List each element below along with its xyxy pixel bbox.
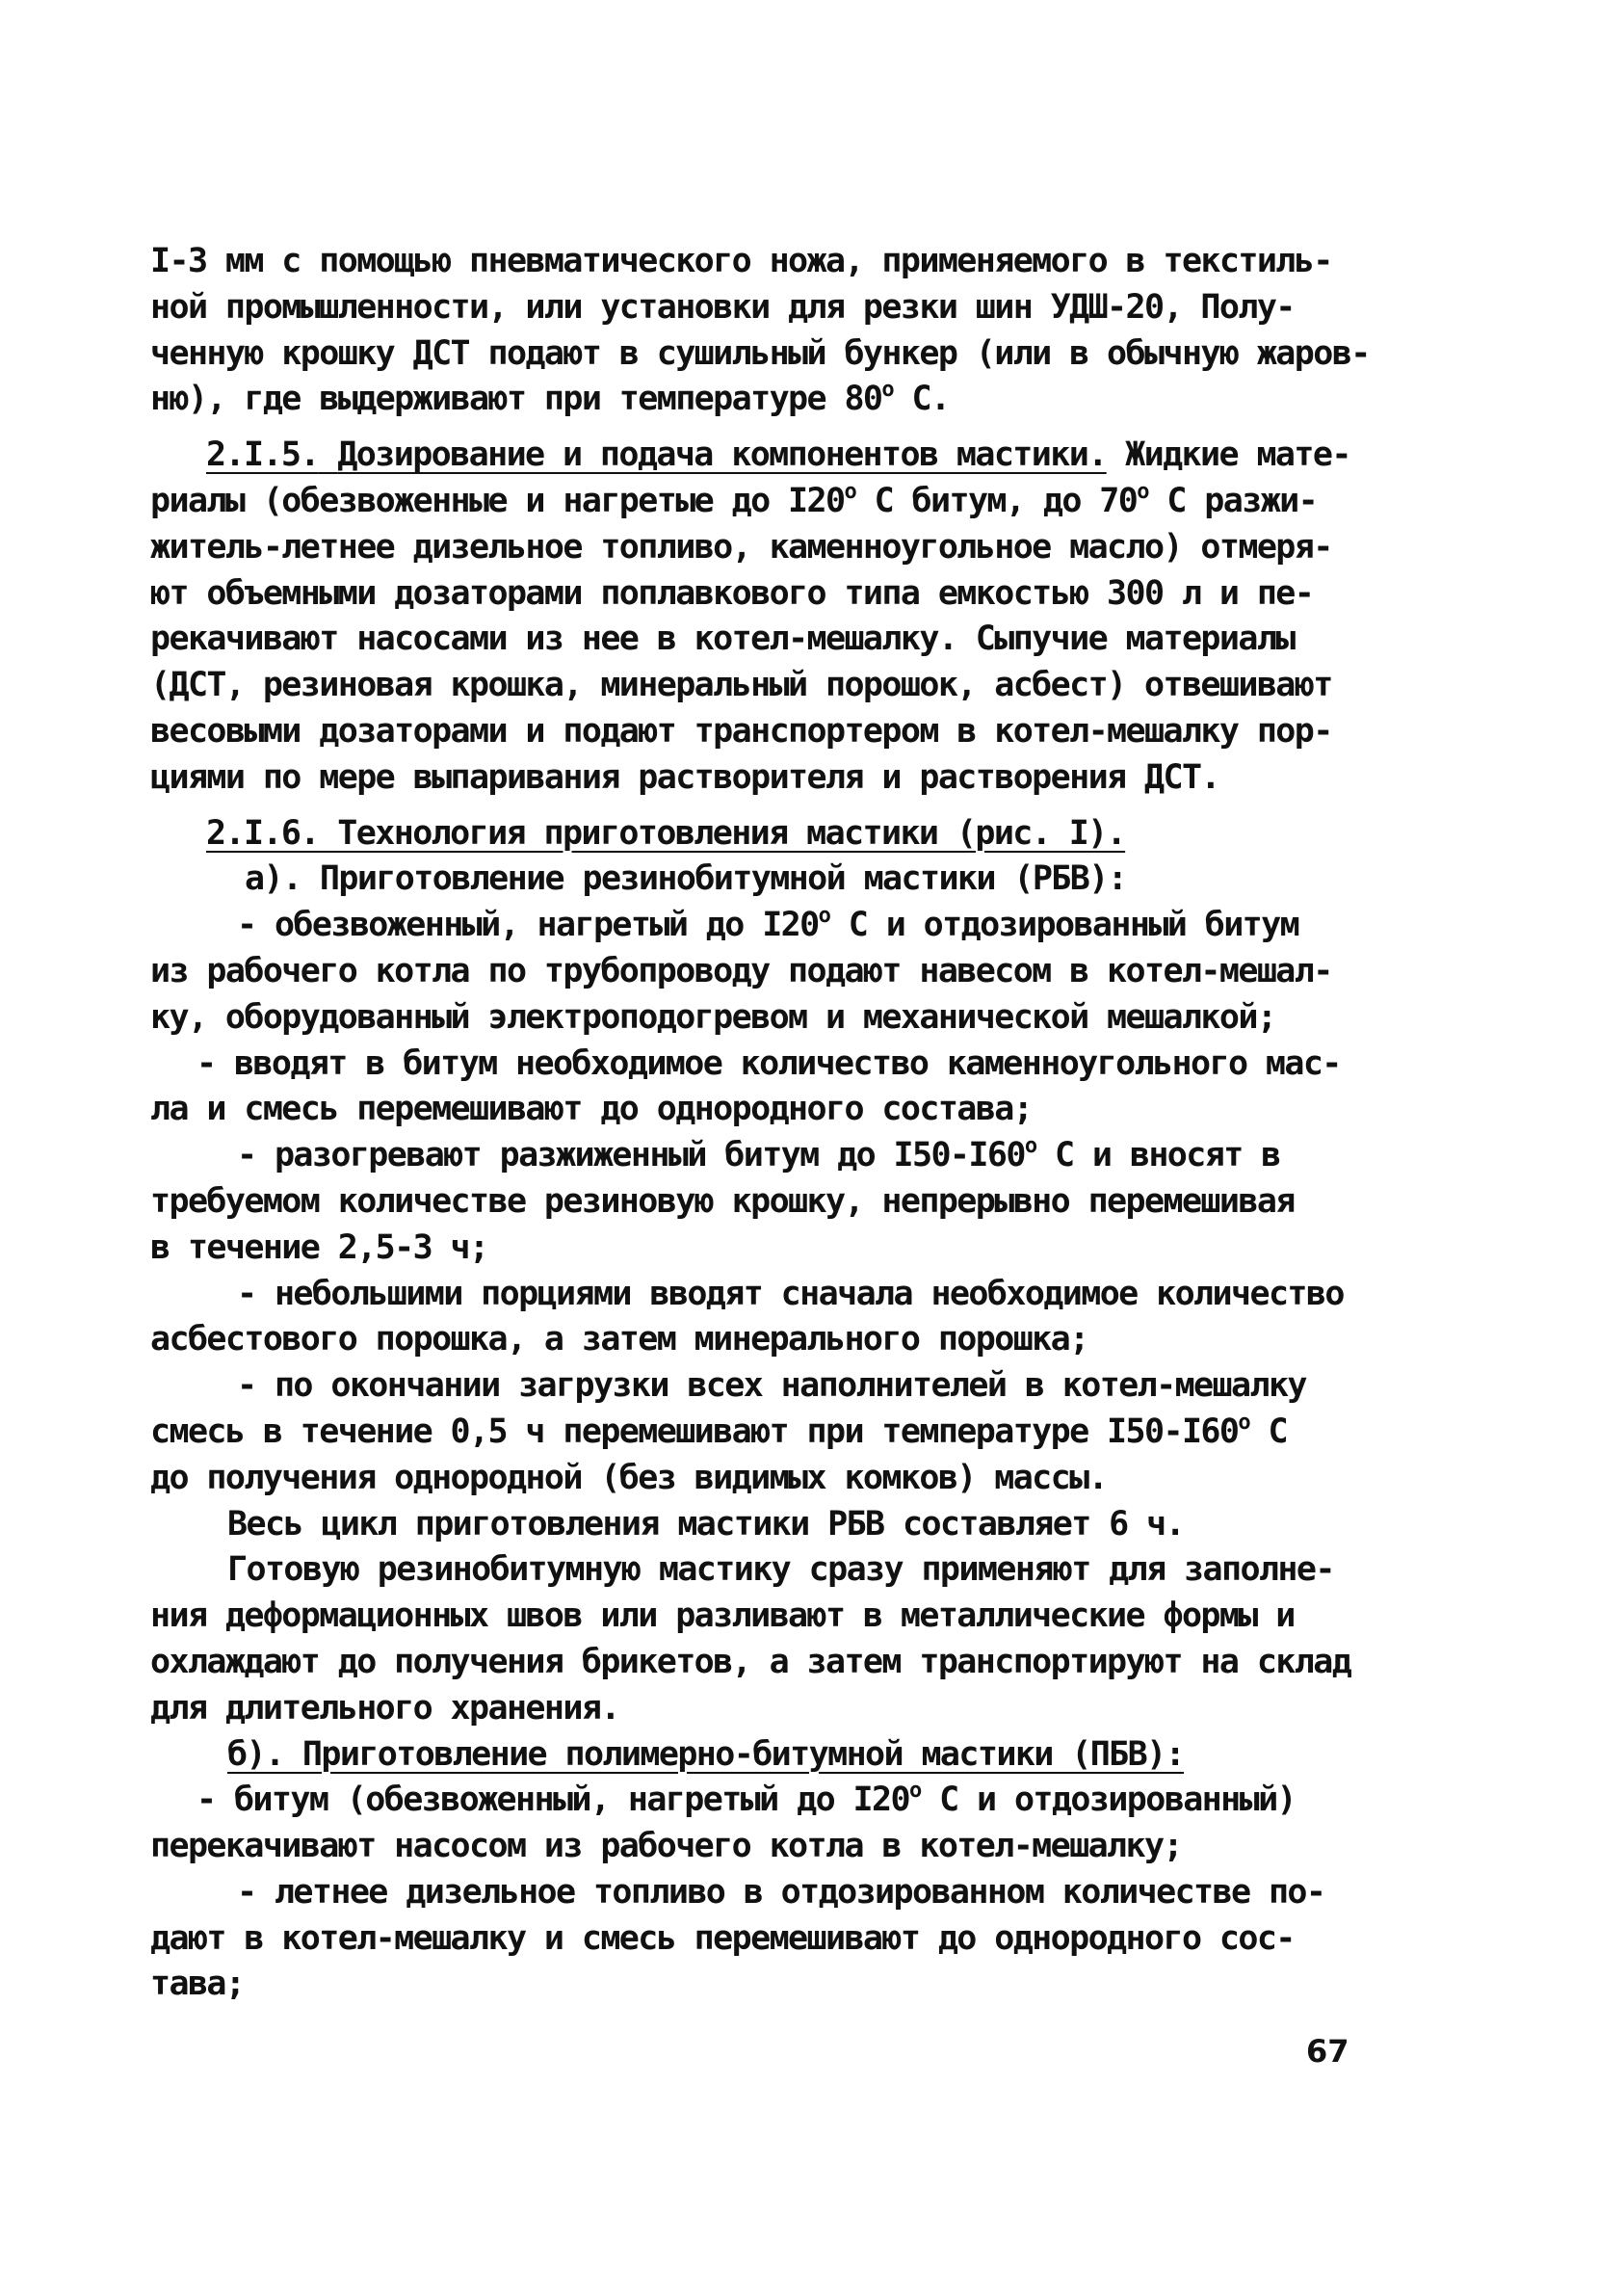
text-line: I-3 мм с помощью пневматического ножа, применяемого в текстиль- [150, 242, 1332, 280]
degree-mark: o [1024, 1134, 1036, 1159]
text-fragment: риалы (обезвоженные и нагретые до I20 [150, 481, 845, 520]
list-item: - вводят в битум необходимое количество каменноугольного мас- [196, 1043, 1341, 1083]
heading-number: 2.I.5. [206, 435, 319, 475]
text-fragment: С. [893, 380, 950, 419]
text-line: требуемом количестве резиновую крошку, непрерывно перемешивая [150, 1181, 1295, 1221]
degree-mark: o [908, 1779, 921, 1804]
text-line: дают в котел-мешалку и смесь перемешивают до однородного сос- [150, 1918, 1295, 1958]
text-line: Весь цикл приготовления мастики РБВ составляет 6 ч. [227, 1504, 1185, 1543]
text-fragment: С и вносят в [1035, 1136, 1280, 1175]
text-fragment: - обезвоженный, нагретый до I20 [237, 906, 819, 945]
text-line [150, 479, 1375, 525]
section-heading-2-1-6 [150, 811, 1375, 857]
list-item: - небольшими порциями вводят сначала необходимое количество [237, 1274, 1344, 1313]
text-line: весовыми дозаторами и подают транспортером в котел-мешалку пор- [150, 711, 1332, 751]
text-line: тава; [150, 1965, 245, 2004]
text-line: охлаждают до получения брикетов, а затем транспортируют на склад [150, 1642, 1351, 1681]
text-line [150, 377, 1375, 423]
degree-mark: o [1238, 1410, 1250, 1435]
text-line: в течение 2,5-3 ч; [150, 1227, 488, 1267]
page-number: 67 [1306, 2033, 1349, 2070]
text-line: циями по мере выпаривания растворителя и растворения ДСТ. [150, 757, 1219, 797]
list-item: - летнее дизельное топливо в отдозированном количестве по- [237, 1872, 1325, 1912]
text-line: ку, оборудованный электроподогревом и механической мешалкой; [150, 997, 1276, 1037]
text-fragment: - разогревают разжиженный битум до I50-I60 [237, 1136, 1025, 1175]
text-line: Готовую резинобитумную мастику сразу применяют для заполне- [227, 1550, 1334, 1590]
text-line: для длительного хранения. [150, 1688, 619, 1728]
text-fragment: - битум (обезвоженный, нагретый до I20 [196, 1781, 909, 1820]
list-item [150, 1778, 1375, 1824]
text-fragment: С и отдозированный) [920, 1781, 1297, 1820]
text-line: до получения однородной (без видимых комков) массы. [150, 1458, 1108, 1497]
heading-underlined: б). Приготовление полимерно-битумной мастики (ПБВ): [227, 1734, 1185, 1774]
text-fragment: смесь в течение 0,5 ч перемешивают при температуре I50-I60 [150, 1412, 1239, 1451]
text-fragment: С разжи- [1147, 481, 1318, 520]
degree-mark: o [844, 479, 856, 504]
text-line [150, 1410, 1375, 1456]
list-item [150, 1133, 1375, 1179]
text-line: житель-летнее дизельное топливо, каменноугольное масло) отмеря- [150, 527, 1332, 567]
text-line: перекачивают насосом из рабочего котла в котел-мешалку; [150, 1827, 1182, 1866]
degree-mark: o [818, 904, 830, 929]
text-line: ной промышленности, или установки для резки шин УДШ-20, Полу- [150, 287, 1295, 327]
text-line: рекачивают насосами из нее в котел-мешалку. Сыпучие материалы [150, 620, 1295, 659]
text-line: асбестового порошка, а затем минерального порошка; [150, 1320, 1088, 1359]
heading-underlined [206, 435, 1107, 474]
text-line: из рабочего котла по трубопроводу подают навесом в котел-мешал- [150, 951, 1332, 990]
text-fragment: С и отдозированный битум [829, 906, 1299, 945]
subsection-heading-b [150, 1732, 1375, 1779]
heading-underlined: 2.I.6. Технология приготовления мастики (рис. I). [206, 813, 1126, 853]
degree-mark: o [881, 378, 894, 403]
section-heading-2-1-5 [150, 433, 1375, 479]
list-item: - по окончании загрузки всех наполнителей в котел-мешалку [237, 1366, 1306, 1406]
list-item [150, 903, 1375, 949]
heading-title: Дозирование и подача компонентов мастики. [337, 435, 1107, 475]
text-line: ла и смесь перемешивают до однородного состава; [150, 1090, 1033, 1129]
text-line: ют объемными дозаторами поплавкового типа емкостью 300 л и пе- [150, 573, 1314, 613]
degree-mark: o [1137, 479, 1148, 504]
body-text [150, 239, 1375, 2008]
subsection-heading-a: а). Приготовление резинобитумной мастики (РБВ): [245, 859, 1127, 899]
text-line: (ДСТ, резиновая крошка, минеральный порошок, асбест) отвешивают [150, 666, 1332, 705]
text-fragment: С [1249, 1412, 1287, 1451]
text-line: ния деформационных швов или разливают в металлические формы и [150, 1596, 1295, 1636]
text-line: ченную крошку ДСТ подают в сушильный бункер (или в обычную жаров- [150, 333, 1370, 373]
text-fragment: ню), где выдерживают при температуре 80 [150, 380, 882, 419]
text-fragment: С битум, до 70 [855, 481, 1138, 520]
text-fragment: Жидкие мате- [1106, 435, 1350, 475]
